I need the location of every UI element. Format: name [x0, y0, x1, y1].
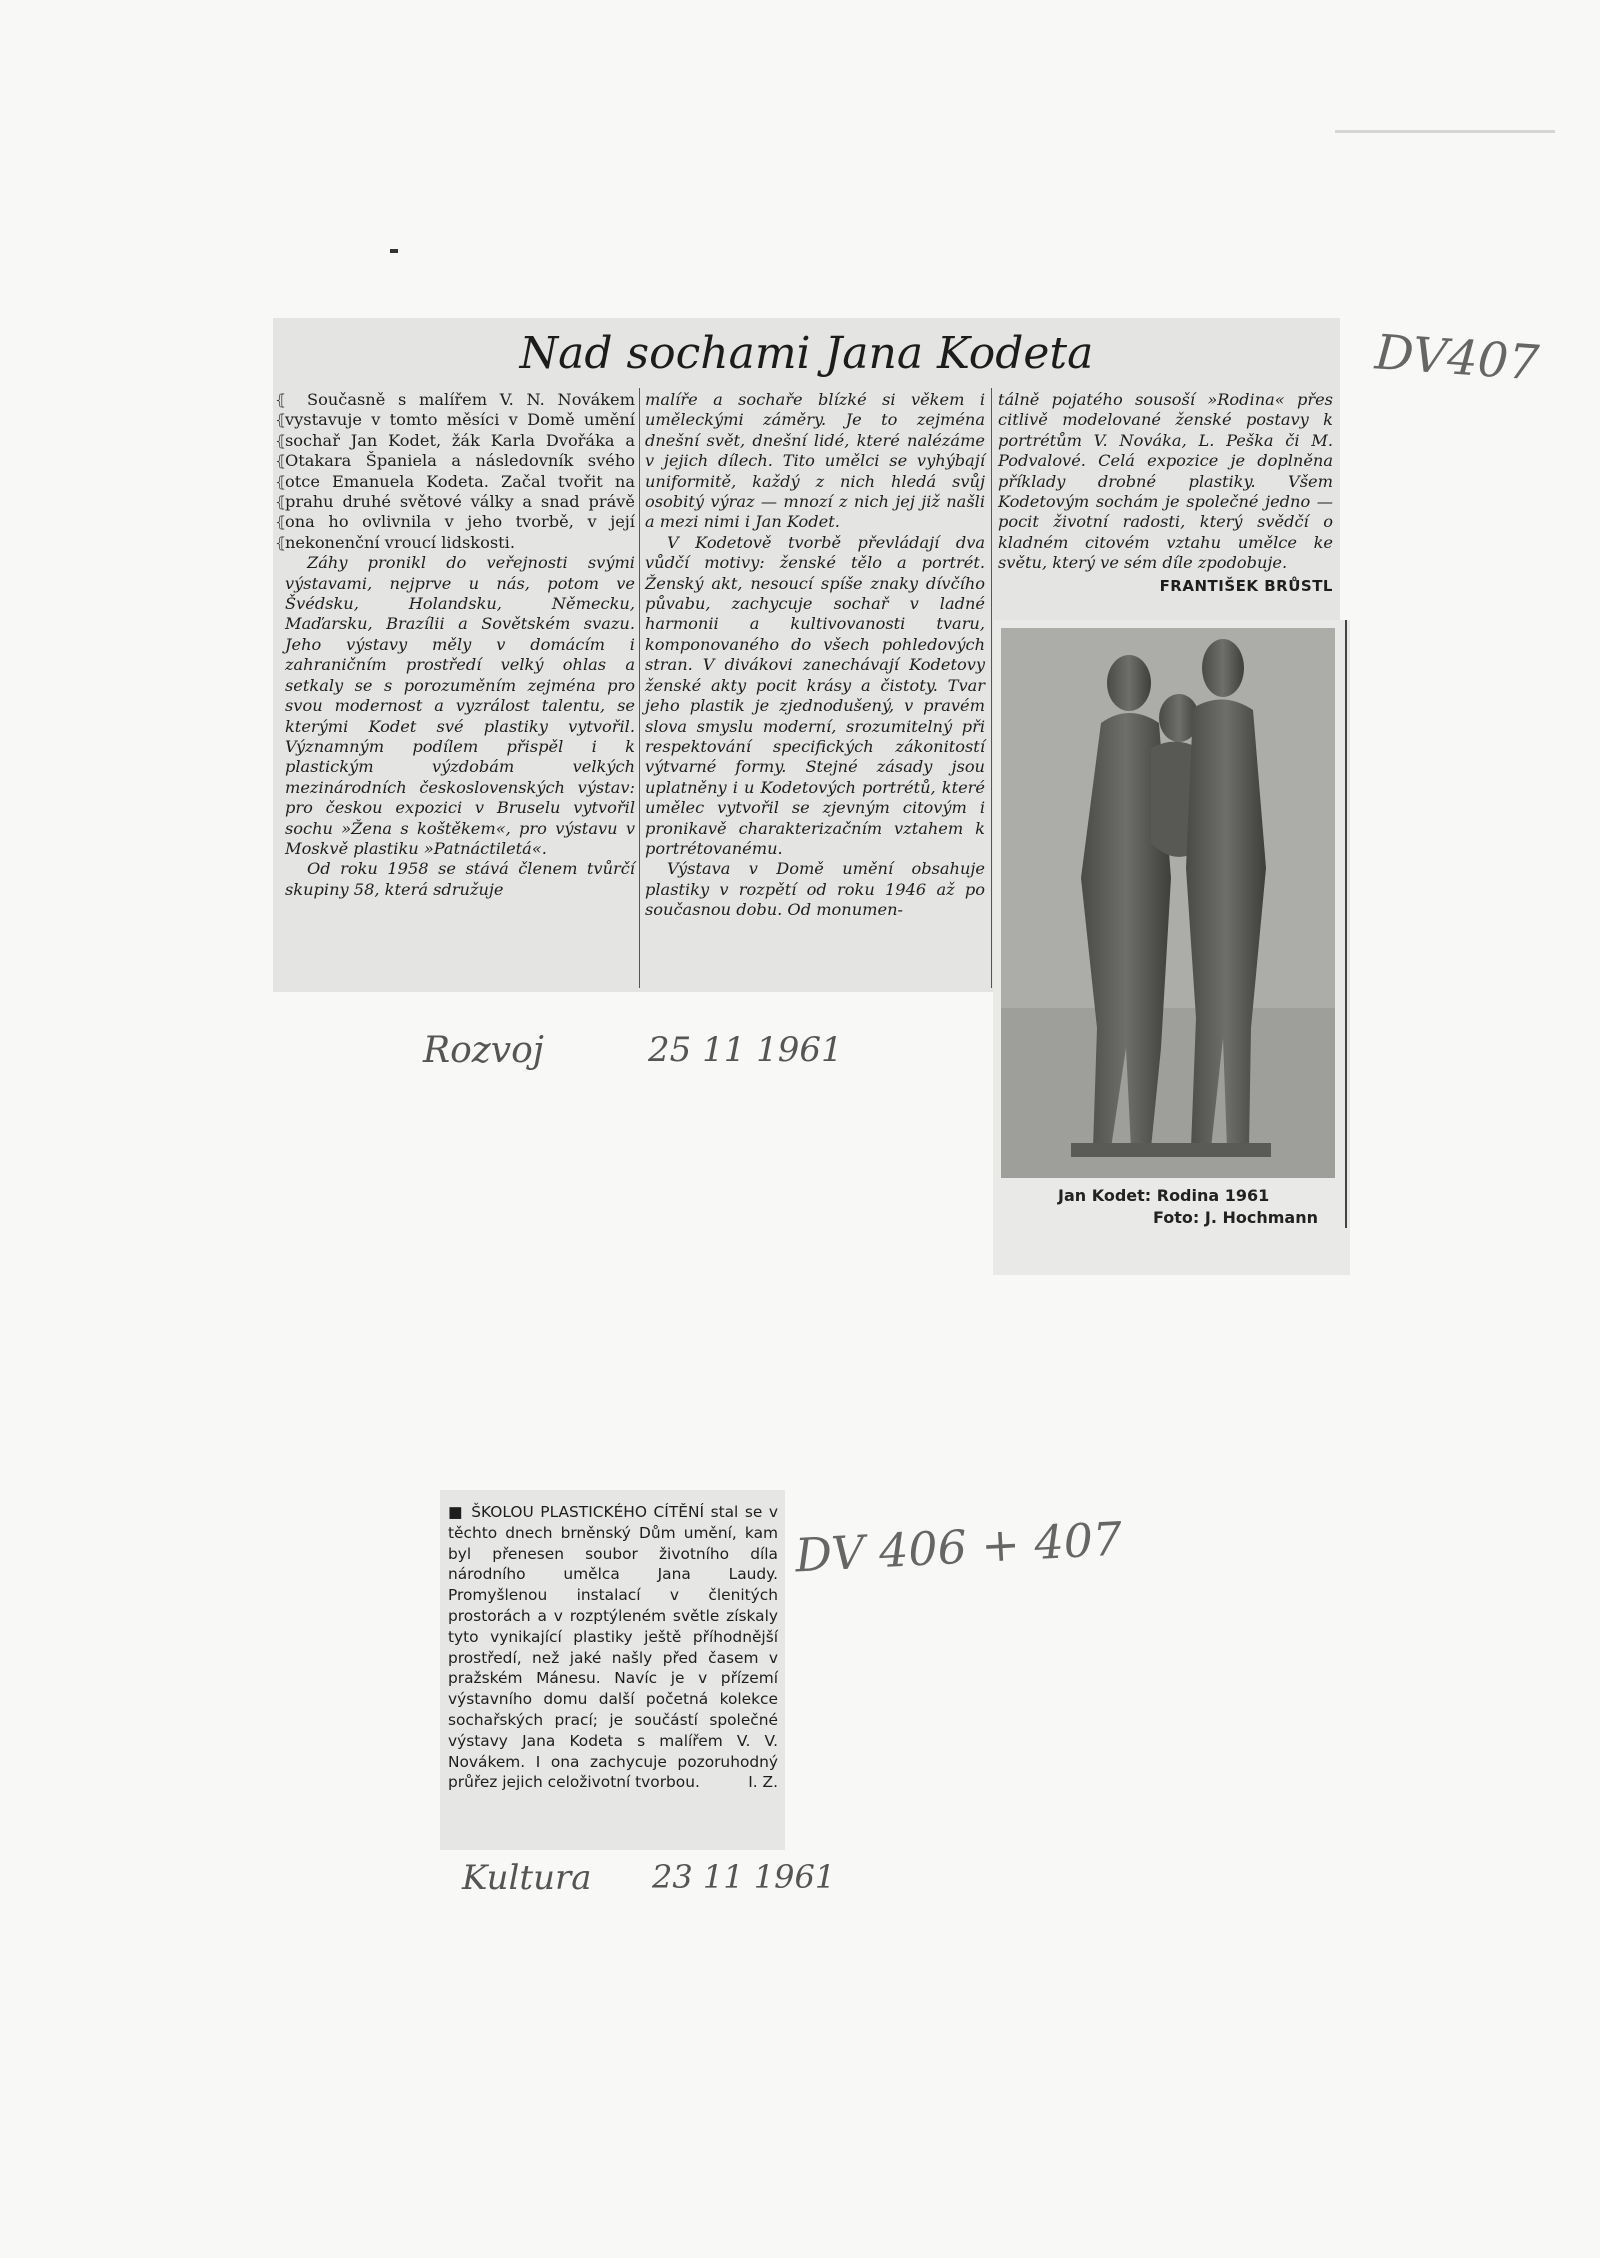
- bullet-square-icon: ■: [448, 1503, 472, 1521]
- article-column-3: [998, 390, 1333, 596]
- paragraph: Záhy pronikl do veřejnosti svými výstavami, nejprve u nás, potom ve Švédsku, Holandsku, Německu, Maďarsku, Brazílii a Sovětském svazu. Jeho výstavy měly v domácím i zahraničním prostředí velký ohlas a setkaly se s porozuměním zejména pro svou modernost a vyzrálost talentu, se kterými Kodet své plastiky vytvořil. Významným podílem přispěl i k plastickým výzdobám velkých mezinárodních československých výstav: pro českou expozici v Bruselu vytvořil sochu »Žena s koštěkem«, pro výstavu v Moskvě plastiku »Patnáctiletá«.: [285, 553, 635, 858]
- handwritten-date: 23 11 1961: [652, 1858, 836, 1896]
- handwritten-catalog-code: DV407: [1373, 324, 1541, 392]
- column-divider: [1345, 620, 1347, 1228]
- cut-edge-mark: ⦃ ⦃ ⦃ ⦃ ⦃ ⦃ ⦃ ⦃: [275, 391, 287, 552]
- paragraph: Výstava v Domě umění obsahuje plastiky v rozpětí od roku 1946 až po současnou dobu. Od monumen-: [645, 859, 985, 920]
- paragraph: tálně pojatého sousoší »Rodina« přes citlivě modelované ženské postavy k portrétům V. Nováka, L. Peška či M. Podvalové. Celá expozice je doplněna příklady drobné plastiky. Všem Kodetovým sochám je společné jedno — pocit životní radosti, který svědčí o kladném citovém vztahu umělce ke světu, který ve sém díle zpodobuje.: [998, 390, 1333, 573]
- short-article: [448, 1502, 778, 1793]
- column-divider: [991, 388, 992, 988]
- article-body: stal se v těchto dnech brněnský Dům umění, kam byl přenesen soubor životního díla národního umělca Jana Laudy. Promyšlenou instalací v členitých prostorách a v rozptýleném světle získaly tyto vynikající plastiky ještě příhodnější prostředí, než jaké našly před časem v pražském Mánesu. Navíc je v přízemí výstavního domu další početná kolekce sochařských prací; je součástí společné výstavy Jana Kodeta s malířem V. V. Novákem. I ona zachycuje pozoruhodný průřez jejich celoživotní tvorbou.: [448, 1503, 779, 1792]
- handwritten-date: 25 11 1961: [648, 1030, 843, 1070]
- article-column-1: [285, 390, 635, 900]
- article-author: FRANTIŠEK BRŮSTL: [1159, 576, 1333, 595]
- article-initials: I. Z.: [748, 1773, 778, 1792]
- article-column-2: [645, 390, 985, 921]
- scan-edge-line: [1335, 130, 1555, 133]
- photo-credit: Foto: J. Hochmann: [1153, 1208, 1318, 1227]
- paragraph: Současně s malířem V. N. Novákem vystavuje v tomto měsíci v Domě umění sochař Jan Kodet, žák Karla Dvořáka a Otakara Španiela a následovník svého otce Emanuela Kodeta. Začal tvořit na prahu druhé světové války a snad právě ona ho ovlivnila v jeho tvorbě, v její nekonenční vroucí lidskosti.: [285, 390, 635, 552]
- photo-clipping: [993, 620, 1350, 1275]
- handwritten-catalog-code: DV 406 + 407: [793, 1511, 1124, 1583]
- column-divider: [639, 388, 640, 988]
- newspaper-clipping-kultura: [440, 1490, 785, 1850]
- handwritten-source: Kultura: [462, 1858, 592, 1898]
- paragraph: V Kodetově tvorbě převládají dva vůdčí motivy: ženské tělo a portrét. Ženský akt, nesoucí spíše znaky dívčího půvabu, zachycuje sochař v ladné harmonii a kultivovanosti tvaru, komponovaného do všech pohledových stran. V divákovi zanechávají Kodetovy ženské akty pocit krásy a čistoty. Tvar jeho plastik je zjednodušený, v pravém slova smyslu moderní, srozumitelný při respektování specifických zákonitostí výtvarné formy. Stejné zásady jsou uplatněny i u Kodetových portrétů, které umělec vytvořil se zjevným citovým i pronikavě charakterizačním vztahem k portrétovanému.: [645, 532, 985, 858]
- paragraph: malíře a sochaře blízké si věkem i uměleckými záměry. Je to zejména dnešní svět, dnešní lidé, které nalézáme v jejich dílech. Tito umělci se vyhýbají uniformitě, každý z nich hledá svůj osobitý výraz — mnozí z nich jej již našli a mezi nimi i Jan Kodet.: [645, 390, 985, 532]
- sculpture-photo: [1001, 628, 1335, 1178]
- article-title: Nad sochami Jana Kodeta: [519, 328, 1094, 379]
- family-sculpture-image: [1001, 628, 1335, 1178]
- scan-mark: [390, 249, 398, 253]
- handwritten-source: Rozvoj: [423, 1030, 544, 1071]
- article-lead: ŠKOLOU PLASTICKÉHO CÍTĚNÍ: [471, 1503, 705, 1521]
- photo-caption: Jan Kodet: Rodina 1961: [1058, 1186, 1270, 1205]
- paragraph: Od roku 1958 se stává členem tvůrčí skupiny 58, která sdružuje: [285, 859, 635, 899]
